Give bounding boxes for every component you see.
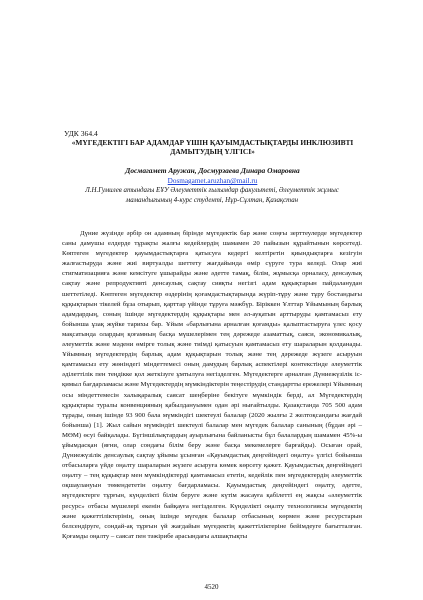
udc-code: УДК 364.4 <box>64 129 98 138</box>
body-paragraph: Дүние жүзінде әрбір он адамның бірінде мүгедектік бар және соңғы зерттеулерде мүгедектер саны дамушы елдерде тұрақты жалғы кедейлердің шамамен 20 пайызын құрайтынын көрсетеді. Көптеген мүгедектер қауымдастықтарға қатысуға кедергі келтіретін қиындықтарға кезігуін жалғастыруда және жиі виртуалды шеттету жағдайында өмір сүруге тура келеді. Олар жиі стигматизацияға және кемсітуге ұшырайды және әдетте тамақ, білім, жұмысқа орналасу, денсаулық сақтау және репродуктивті денсаулық сақтау сияқты негізгі адам құқықтарын пайдаланудан шеттетіледі. Көптеген мүгедектер өздерінің қоғамдастықтарында жүріп-тұру және тұру бостандығы құқықтарын тікелей бұза отырып, қарттар үйінде тұруға мәжбүр. Біріккен Ұлттар Ұйымының барлық адамдардың, соның ішінде мүгедектердің құқықтары мен әл-ауқатын арттыруды қамтамасыз ету бойынша ұзақ жүйке тарихы бар. Ұйым «барлығына арналған қоғамды» қалыптастыруға үлес қосу мақсатында олардың қоғамның басқа мүшелерімен тең дәрежеде азаматтық, саяси, экономикалық, әлеуметтік және мәдени өмірге толық және тиімді қатысуын қамтамасыз ету шараларын қолданады. Ұйымның мүгедектердің барлық адам құқықтарын толық және тең дәрежеде жүзеге асыруын қамтамасыз ету жөніндегі міндеттемесі оның дамудың барлық аспектілері контекстінде әлеуметтік әділеттілік пен теңдікке қол жеткізуге ұмтылуға негізделген. Мүгедектерге арналған Дүниежүзілік іс-қимыл бағдарламасы және Мүгедектердің мүмкіндіктерін теңестірудің стандартты ережелері Ұйымның осы міндеттемесін халықаралық саясат шеңберіне бекітуге мүмкіндік берді, ал Мүгедектердің құқықтары туралы конвенцияның қабылдануымен одан әрі нығайтылды. Қазақстанда 705 500 адам тұрады, оның ішінде 93 900 бала мүмкіндігі шектеулі балалар (2020 жылғы 2 желтоқсандағы жағдай бойынша) [1]. Жыл сайын мүмкіндігі шектеулі балалар мен мүгедек балалар санының (бұдан әрі – МӨМ) өсуі байқалады. Бүгіншілықтардың ауырлығына байланысты бұл балалардың шамамен 45%-ы ұйымдасқан (яғни, олар сондағы білім беру және басқа мекемелерге барғайды). Осыған орай, Дүниежүзілік денсаулық сақтау ұйымы ұсынған «Қауымдастық деңгейіндегі оңалту» үлгісі бойынша отбасыларға үйде оңалту шараларын жүзеге асыруға көмек көрсету қажет. Қауымдастық деңгейіндегі оңалту – тең құқықтар мен мүмкіндіктерді қамтамасыз ететін, кедейлік пен мүгедектердің әлеуметтік оқшаулануын төмендететін оңалту бағдарламасы. Қауымдастық деңгейіндегі оңалту, әдетте, мүгедектерге тұрғын, күнделікті білім беруге және күтім жасауға қабілетті ең жақсы «әлеуметтік ресурс» отбасы мүшелері екенін байқауға негізделген. Күнделікті оңалту технологиясы мүгедектің және қажеттіліктерінің, оның ішінде мүгедек балалар отбасының көрмен және ресурстарын белсендіруге, сондай-ақ тұрғын үй жағдайын мүгедектің қажеттіліктеріне бейімдеуге бағытталған. Қоғамды оңалту – саясат пен тәжірибе арасындағы алшақтықты <box>62 230 362 540</box>
author-email-link[interactable]: Dosmagamet.aruzhan@mail.ru <box>167 177 258 185</box>
author-affiliation: Л.Н.Гумилев атындағы ЕҰУ Әлеуметтік ғылымдар факультеті, Әлеуметтік жұмыс мамандығының 4-курс студенті, Нұр-Сұлтан, Қазақстан <box>85 187 339 204</box>
page-number: 4520 <box>204 583 219 591</box>
article-title: «МҮГЕДЕКТІГІ БАР АДАМДАР ҮШІН ҚАУЫМДАСТЫҚТАРДЫ ИНКЛЮЗИВТІ ДАМЫТУДЫҢ ҮЛГІСІ» <box>71 138 354 156</box>
author-names: Досмагамет Аружан, Досмурзаева Динара Омаровна <box>125 166 300 175</box>
article-body <box>62 229 362 542</box>
